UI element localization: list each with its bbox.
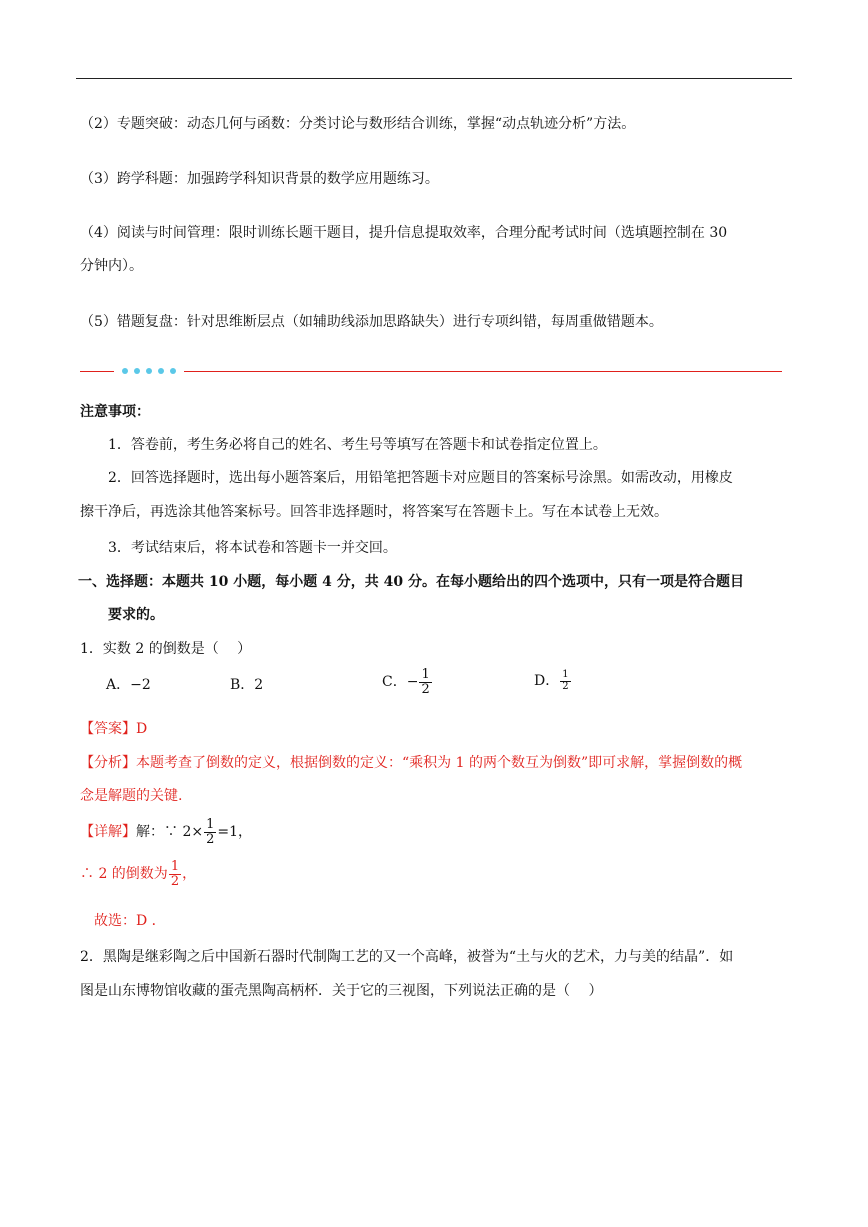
strategy-item-5: （5）错题复盘：针对思维断层点（如辅助线添加思路缺失）进行专项纠错，每周重做错题本。 [80,314,663,330]
therefore-suffix: ， [182,866,197,883]
divider-line-right [184,371,782,372]
choose-line: 故选：D ． [94,913,166,929]
detail-prefix: 解：∵ 2× [136,824,204,841]
detail-fraction [204,818,216,846]
divider-dot [146,368,152,374]
detail-tag: 【详解】 [80,824,136,841]
divider-dot [134,368,140,374]
fraction-numerator: 1 [170,859,180,874]
notice-item-3: 3．考试结束后，将本试卷和答题卡一并交回。 [108,540,397,556]
detail-suffix: =1， [217,824,253,841]
strategy-item-3: （3）跨学科题：加强跨学科知识背景的数学应用题练习。 [80,171,439,187]
fraction-numerator: 1 [562,669,569,680]
answer-label: 【答案】D [80,721,148,737]
detail-line [80,818,252,846]
option-d-fraction [560,670,570,692]
section-heading-line1: 一、选择题：本题共 10 小题，每小题 4 分，共 40 分。在每小题给出的四个选项中，只有一项是符合题目 [78,574,744,590]
notice-item-1: 1．答卷前，考生务必将自己的姓名、考生号等填写在答题卡和试卷指定位置上。 [108,437,607,453]
fraction-numerator: 1 [206,817,215,832]
fraction-denominator: 2 [562,680,569,692]
question-2-line1: 2．黑陶是继彩陶之后中国新石器时代制陶工艺的又一个高峰，被誉为“土与火的艺术，力与美的结晶”．如 [80,949,734,965]
option-d [534,670,572,692]
divider-line-left [80,371,114,372]
option-b: B．2 [230,677,264,693]
notice-item-2-line2: 擦干净后，再选涂其他答案标号。回答非选择题时，将答案写在答题卡上。写在本试卷上无效。 [80,504,668,520]
analysis-tag: 【分析】 [80,755,136,771]
option-a: A．−2 [106,677,151,693]
analysis-line2: 念是解题的关键. [80,788,183,804]
fraction-denominator: 2 [206,831,215,847]
question-1-stem: 1．实数 2 的倒数是（ ） [80,641,252,657]
divider-dot [122,368,128,374]
therefore-line [80,860,196,888]
question-2-line2: 图是山东博物馆收藏的蛋壳黑陶高柄杯．关于它的三视图，下列说法正确的是（ ） [80,983,603,999]
header-rule [76,78,792,79]
fraction-denominator: 2 [170,873,180,889]
section-divider [80,365,782,379]
strategy-item-4-line1: （4）阅读与时间管理：限时训练长题干题目，提升信息提取效率，合理分配考试时间（选填题控制在 30 [80,225,728,241]
fraction-denominator: 2 [421,681,430,697]
therefore-prefix: ∴ 2 的倒数为 [80,866,168,883]
therefore-fraction [169,860,181,888]
notice-item-2-line1: 2．回答选择题时，选出每小题答案后，用铅笔把答题卡对应题目的答案标号涂黑。如需改动，用橡皮 [108,470,733,486]
section-heading-line2: 要求的。 [108,607,164,623]
option-c [382,668,433,696]
fraction-numerator: 1 [421,667,430,682]
divider-dot [158,368,164,374]
analysis-line1 [80,752,742,772]
strategy-item-4-line2: 分钟内）。 [80,258,143,274]
divider-dot [170,368,176,374]
analysis-text: 本题考查了倒数的定义，根据倒数的定义：“乘积为 1 的两个数互为倒数”即可求解，掌握倒数的概 [136,755,743,771]
option-d-label: D． [534,673,560,689]
notice-title: 注意事项： [80,404,150,420]
option-c-label: C．− [382,674,419,691]
strategy-item-2: （2）专题突破：动态几何与函数：分类讨论与数形结合训练，掌握“动点轨迹分析”方法。 [80,116,636,132]
option-c-fraction [419,668,431,696]
